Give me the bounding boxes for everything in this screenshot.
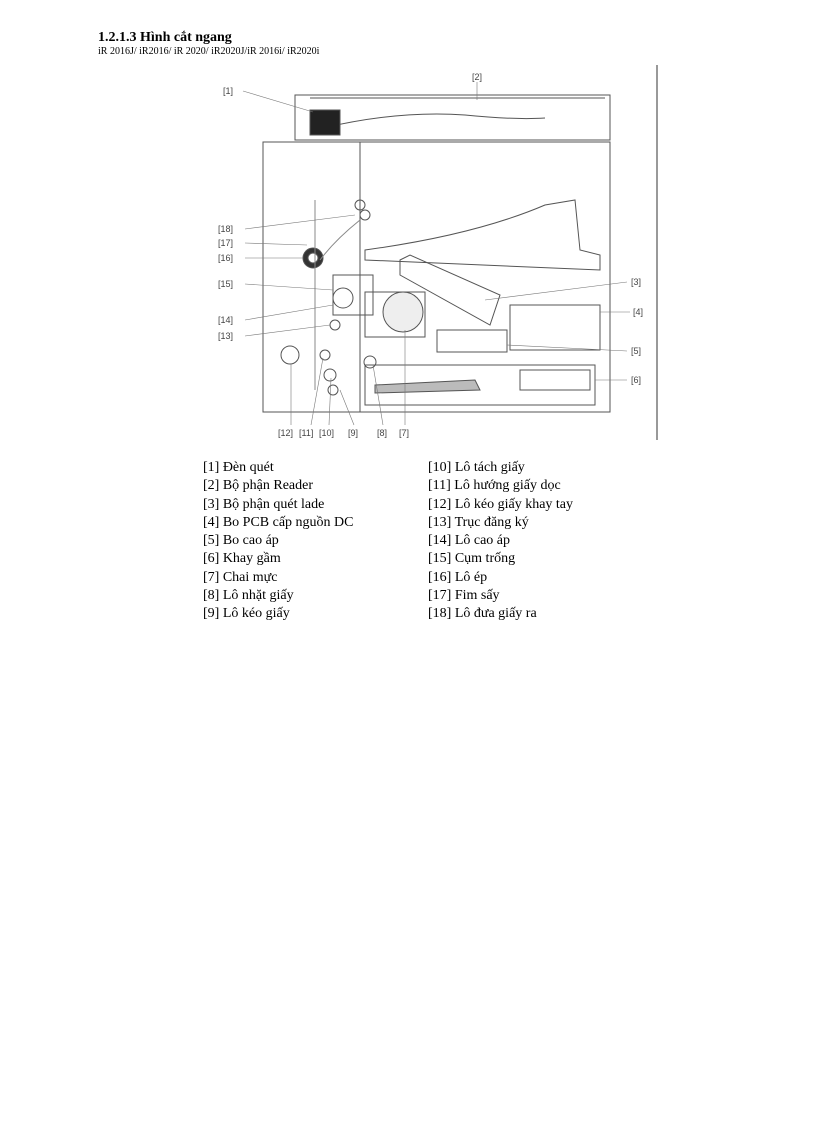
callout-4: [4] (633, 307, 644, 317)
exit-roller (360, 210, 370, 220)
callout-5: [5] (631, 346, 642, 356)
callout-6: [6] (631, 375, 642, 385)
callout-17: [17] (218, 238, 234, 248)
callout-3: [3] (631, 277, 642, 287)
cross-section-diagram (215, 60, 660, 445)
callout-2: [2] (472, 72, 483, 82)
callout-14: [14] (218, 315, 234, 325)
callout-15: [15] (218, 279, 234, 289)
model-list: iR 2016J/ iR2016/ iR 2020/ iR2020J/iR 2016i/ iR2020i (98, 46, 320, 57)
callout-18: [18] (218, 224, 234, 234)
manual-feed-roller (281, 346, 299, 364)
dc-pcb (510, 305, 600, 350)
scan-lamp (310, 110, 340, 135)
legend-item: [6] Khay gầm (203, 551, 281, 567)
legend-item: [8] Lô nhặt giấy (203, 588, 294, 604)
reader-unit (295, 95, 610, 140)
callout-7: [7] (399, 428, 410, 438)
legend-right-column (428, 459, 573, 624)
callout-9: [9] (348, 428, 359, 438)
toner-bottle (383, 292, 423, 332)
callout-13: [13] (218, 331, 234, 341)
legend-item: [2] Bộ phận Reader (203, 478, 314, 494)
callout-8: [8] (377, 428, 388, 438)
legend-item: [3] Bộ phận quét lade (203, 496, 325, 512)
legend-item: [7] Chai mực (203, 569, 278, 585)
reader-cable (315, 114, 545, 130)
legend-item: [1] Đèn quét (203, 460, 274, 475)
callout-16: [16] (218, 253, 234, 263)
legend-left-column (203, 459, 354, 624)
legend-item: [11] Lô hướng giấy dọc (428, 478, 561, 494)
callout-11: [11] (299, 428, 314, 438)
callout-1: [1] (223, 86, 234, 96)
legend-item: [10] Lô tách giấy (428, 460, 525, 475)
legend-item: [15] Cụm trống (428, 551, 516, 567)
legend-item: [18] Lô đưa giấy ra (428, 606, 537, 622)
legend-item: [5] Bo cao áp (203, 533, 279, 549)
callout-10: [10] (319, 428, 335, 438)
legend-item: [12] Lô kéo giấy khay tay (428, 496, 574, 512)
legend-item: [17] Fim sấy (428, 588, 500, 604)
legend-item: [16] Lô ép (428, 569, 488, 585)
legend-item: [13] Trục đăng ký (428, 514, 529, 530)
legend-item: [9] Lô kéo giấy (203, 606, 290, 622)
legend-item: [4] Bo PCB cấp nguồn DC (203, 514, 354, 530)
legend-item: [14] Lô cao áp (428, 533, 511, 549)
cross-section-figure (215, 60, 660, 445)
section-heading: 1.2.1.3 Hình cắt ngang (98, 30, 232, 45)
hv-pcb (437, 330, 507, 352)
callout-12: [12] (278, 428, 294, 438)
